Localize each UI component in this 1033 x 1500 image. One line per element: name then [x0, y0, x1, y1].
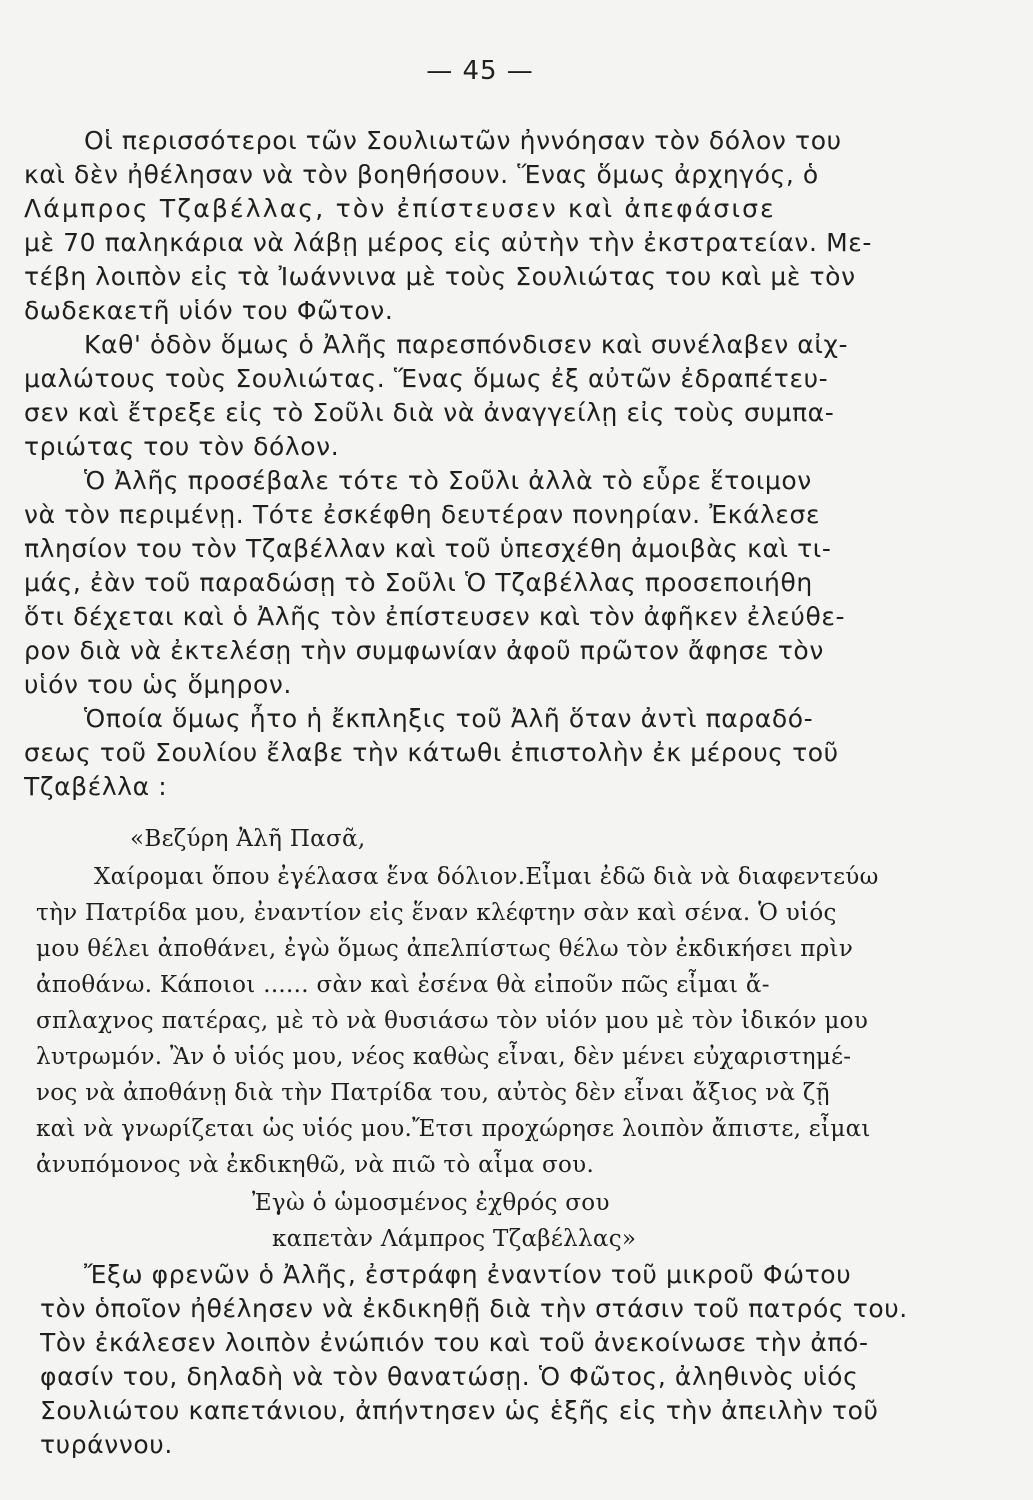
letter-line: νος νὰ ἀποθάνῃ διὰ τὴν Πατρίδα του, αὐτὸς δὲν εἶναι ἄξιος νὰ ζῇ [36, 1080, 830, 1106]
text-line: Τζαβέλλα : [24, 772, 168, 801]
text-line: Οἱ περισσότεροι τῶν Σουλιωτῶν ἠννόησαν τὸν δόλον του [84, 126, 842, 155]
text-line: σεως τοῦ Σουλίου ἔλαβε τὴν κάτωθι ἐπιστολὴν ἐκ μέρους τοῦ [24, 738, 839, 767]
letter-line: ἀποθάνω. Κάποιοι ...... σὰν καὶ ἐσένα θὰ εἰποῦν πῶς εἶμαι ἄ- [36, 972, 770, 998]
text-line: μὲ 70 παληκάρια νὰ λάβῃ μέρος εἰς αὐτὴν τὴν ἐκστρατείαν. Με- [24, 228, 872, 257]
letter-line: Χαίρομαι ὅπου ἐγέλασα ἕνα δόλιον.Εἶμαι ἐδῶ διὰ νὰ διαφεντεύω [94, 864, 879, 890]
text-line: Λάμπρος Τζαβέλλας, τὸν ἐπίστευσεν καὶ ἀπεφάσισε [24, 194, 776, 223]
text-line: σεν καὶ ἔτρεξε εἰς τὸ Σοῦλι διὰ νὰ ἀναγγείλῃ εἰς τοὺς συμπα- [24, 398, 835, 427]
letter-line: λυτρωμόν. Ἂν ὁ υἱός μου, νέος καθὼς εἶναι, δὲν μένει εὐχαριστημέ- [36, 1044, 852, 1070]
text-line: μάς, ἐὰν τοῦ παραδώσῃ τὸ Σοῦλι Ὁ Τζαβέλλας προσεποιήθη [24, 568, 813, 597]
letter-signature: καπετὰν Λάμπρος Τζαβέλλας» [272, 1226, 637, 1252]
text-line: ρον διὰ νὰ ἐκτελέσῃ τὴν συμφωνίαν ἀφοῦ πρῶτον ἄφησε τὸν [24, 636, 824, 665]
letter-line: καὶ νὰ γνωρίζεται ὡς υἱός μου.Ἔτσι προχώρησε λοιπὸν ἄπιστε, εἶμαι [36, 1116, 871, 1142]
page-number: — 45 — [426, 56, 534, 86]
letter-line: τὴν Πατρίδα μου, ἐναντίον εἰς ἕναν κλέφτην σὰν καὶ σένα. Ὁ υἱός [36, 900, 837, 926]
text-line: πλησίον του τὸν Τζαβέλλαν καὶ τοῦ ὑπεσχέθη ἀμοιβὰς καὶ τι- [24, 534, 832, 563]
letter-signature: Ἐγὼ ὁ ὡμοσμένος ἐχθρός σου [252, 1190, 610, 1216]
text-line: Ὁποία ὅμως ἦτο ἡ ἔκπληξις τοῦ Ἀλῆ ὅταν ἀντὶ παραδό- [84, 704, 814, 733]
text-line: υἱόν του ὡς ὅμηρον. [24, 670, 292, 699]
text-line: τριώτας του τὸν δόλον. [24, 432, 340, 461]
text-line: τέβη λοιπὸν εἰς τὰ Ἰωάννινα μὲ τοὺς Σουλιώτας του καὶ μὲ τὸν [24, 262, 856, 291]
text-line: Καθ' ὁδὸν ὅμως ὁ Ἀλῆς παρεσπόνδισεν καὶ συνέλαβεν αἰχ- [84, 330, 849, 359]
text-line: μαλώτους τοὺς Σουλιώτας. Ἕνας ὅμως ἐξ αὐτῶν ἐδραπέτευ- [24, 364, 829, 393]
letter-line: σπλαχνος πατέρας, μὲ τὸ νὰ θυσιάσω τὸν υἱόν μου μὲ τὸν ἰδικόν μου [36, 1008, 869, 1034]
text-line: φασίν του, δηλαδὴ νὰ τὸν θανατώσῃ. Ὁ Φῶτος, ἀληθινὸς υἱός [40, 1362, 859, 1391]
letter-line: ἀνυπόμονος νὰ ἐκδικηθῶ, νὰ πιῶ τὸ αἷμα σου. [36, 1152, 595, 1178]
text-line: Ἔξω φρενῶν ὁ Ἀλῆς, ἐστράφη ἐναντίον τοῦ μικροῦ Φώτου [84, 1260, 852, 1289]
text-line: καὶ δὲν ἠθέλησαν νὰ τὸν βοηθήσουν. Ἕνας ὅμως ἀρχηγός, ὁ [24, 160, 819, 189]
text-line: δωδεκαετῆ υἱόν του Φῶτον. [24, 296, 394, 325]
text-line: τὸν ὁποῖον ἠθέλησεν νὰ ἐκδικηθῇ διὰ τὴν στάσιν τοῦ πατρός του. [40, 1294, 908, 1323]
text-line: Τὸν ἐκάλεσεν λοιπὸν ἐνώπιόν του καὶ τοῦ ἀνεκοίνωσε τὴν ἀπό- [40, 1328, 869, 1357]
text-line: νὰ τὸν περιμένῃ. Τότε ἐσκέφθη δευτέραν πονηρίαν. Ἐκάλεσε [24, 500, 821, 529]
text-line: ὅτι δέχεται καὶ ὁ Ἀλῆς τὸν ἐπίστευσεν καὶ τὸν ἀφῆκεν ἐλεύθε- [24, 602, 846, 631]
text-line: Σουλιώτου καπετάνιου, ἀπήντησεν ὡς ἑξῆς εἰς τὴν ἀπειλὴν τοῦ [40, 1396, 879, 1425]
letter-salutation: «Βεζύρη Ἀλῆ Πασᾶ, [130, 826, 366, 852]
letter-line: μου θέλει ἀποθάνει, ἐγὼ ὅμως ἀπελπίστως θέλω τὸν ἐκδικήσει πρὶν [36, 936, 854, 962]
text-line: Ὁ Ἀλῆς προσέβαλε τότε τὸ Σοῦλι ἀλλὰ τὸ εὗρε ἕτοιμον [84, 466, 812, 495]
text-line: τυράννου. [40, 1430, 173, 1459]
